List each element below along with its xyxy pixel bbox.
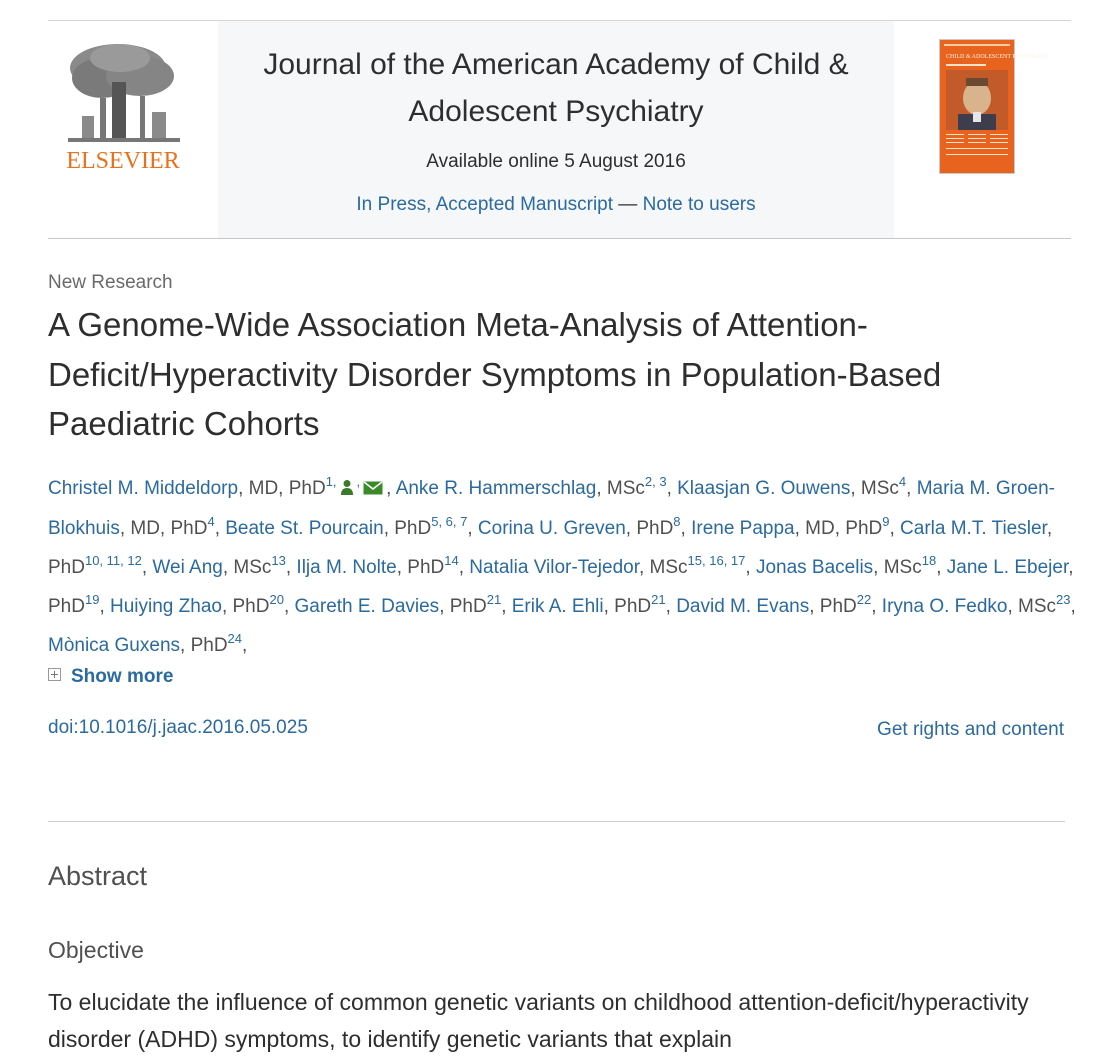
author-link[interactable]: David M. Evans xyxy=(676,596,810,617)
affiliation-link[interactable]: 15, 16, 17 xyxy=(687,552,746,568)
publisher-wordmark: ELSEVIER xyxy=(66,148,180,174)
author-link[interactable]: Jane L. Ebejer xyxy=(946,557,1069,578)
author-degree: , MD, PhD xyxy=(238,478,326,499)
abstract-heading: Abstract xyxy=(48,861,148,891)
cover-art xyxy=(940,40,1050,173)
header-bottom-rule xyxy=(48,238,1071,239)
affiliation-link[interactable]: 4 xyxy=(898,473,907,489)
article-type-label: New Research xyxy=(48,272,173,293)
affiliation-link[interactable]: 20 xyxy=(269,591,284,607)
author-separator: , xyxy=(285,557,297,578)
cover-title: CHILD & ADOLESCENT PSYCHIATRY xyxy=(946,54,1050,60)
affiliation-link[interactable]: 1, xyxy=(325,473,337,489)
author-separator: , xyxy=(458,557,470,578)
status-dash: — xyxy=(613,194,643,215)
author-link[interactable]: Irene Pappa xyxy=(691,518,795,539)
affiliation-sup xyxy=(431,514,467,529)
affiliation-sup xyxy=(326,474,337,489)
author-degree: , MSc xyxy=(1007,596,1057,617)
author-separator: , xyxy=(141,557,153,578)
affiliation-link[interactable]: 9 xyxy=(882,513,890,529)
author-separator: , xyxy=(745,557,756,578)
author-link[interactable]: Corina U. Greven xyxy=(477,518,626,539)
affiliation-sup xyxy=(673,514,680,529)
affiliation-sup xyxy=(85,553,142,568)
affiliation-sup xyxy=(688,553,746,568)
affiliation-link[interactable]: 22 xyxy=(856,591,872,607)
author-separator: , xyxy=(936,557,947,578)
affiliation-link[interactable]: 4 xyxy=(207,513,215,529)
affiliation-link[interactable]: 21 xyxy=(651,591,666,607)
author-degree: , PhD xyxy=(48,518,1053,578)
author-degree: , MSc xyxy=(638,557,688,578)
affiliation-link[interactable]: 10, 11, 12 xyxy=(84,552,142,568)
objective-text: To elucidate the influence of common genetic variants on childhood attention-deficit/hyperactivity disorder (ADHD) symptoms, to identify genetic variants that explain xyxy=(48,989,1029,1052)
manuscript-status xyxy=(218,194,894,216)
author-degree: , PhD xyxy=(48,557,1074,617)
author-degree: , PhD xyxy=(809,596,857,617)
affiliation-link[interactable]: 18 xyxy=(921,552,937,568)
plus-box-icon xyxy=(48,668,61,681)
objective-heading: Objective xyxy=(48,937,144,963)
affiliation-sup xyxy=(651,592,665,607)
journal-header xyxy=(218,21,894,238)
envelope-icon[interactable] xyxy=(363,470,383,509)
author-separator: , xyxy=(1070,596,1076,617)
author-link[interactable]: Huiying Zhao xyxy=(110,596,222,617)
author-separator: , xyxy=(386,478,396,499)
author-link[interactable]: Jonas Bacelis xyxy=(755,557,874,578)
get-rights-link[interactable]: Get rights and content xyxy=(877,719,1064,740)
person-icon[interactable] xyxy=(340,470,354,509)
author-link[interactable]: Carla M.T. Tiesler xyxy=(900,518,1047,539)
affiliation-sup xyxy=(857,592,871,607)
affiliation-sup xyxy=(882,514,889,529)
author-separator: , xyxy=(680,518,692,539)
affiliation-link[interactable]: 19 xyxy=(84,591,100,607)
note-to-users-link[interactable]: Note to users xyxy=(642,194,756,215)
author-separator: , xyxy=(501,596,512,617)
author-separator: , xyxy=(666,478,678,499)
doi-link[interactable]: doi:10.1016/j.jaac.2016.05.025 xyxy=(48,717,308,738)
affiliation-link[interactable]: 8 xyxy=(673,513,681,529)
author-link[interactable]: Ilja M. Nolte xyxy=(296,557,397,578)
affiliation-sup xyxy=(207,514,214,529)
affiliation-sup xyxy=(444,553,458,568)
affiliation-link[interactable]: 2, 3 xyxy=(644,473,667,489)
author-degree: , MSc xyxy=(596,478,645,499)
affiliation-sup xyxy=(645,474,667,489)
author-degree: , PhD xyxy=(396,557,445,578)
section-divider xyxy=(48,821,1065,822)
author-separator: , xyxy=(871,596,882,617)
journal-title-link[interactable]: Journal of the American Academy of Child & Adolescent Psychiatry xyxy=(263,48,849,128)
affiliation-link[interactable]: 14 xyxy=(444,552,459,568)
author-degree: , MSc xyxy=(873,557,922,578)
author-link[interactable]: Erik A. Ehli xyxy=(511,596,604,617)
author-separator: , xyxy=(906,478,917,499)
author-degree: , PhD xyxy=(625,518,674,539)
affiliation-sup xyxy=(899,474,906,489)
author-link[interactable]: Christel M. Middeldorp xyxy=(48,478,239,499)
author-degree: , PhD xyxy=(221,596,270,617)
available-online: Available online 5 August 2016 xyxy=(426,151,686,172)
affiliation-sup xyxy=(269,592,283,607)
journal-cover-thumbnail[interactable] xyxy=(939,39,1050,174)
author-link[interactable]: Anke R. Hammerschlag xyxy=(395,478,597,499)
author-degree: , PhD xyxy=(383,518,432,539)
author-degree: , MD, PhD xyxy=(794,518,883,539)
author-link[interactable]: Klaasjan G. Ouwens xyxy=(677,478,851,499)
show-more-button[interactable] xyxy=(48,666,173,688)
affiliation-sup xyxy=(1056,592,1070,607)
author-link[interactable]: Natalia Vilor-Tejedor xyxy=(469,557,639,578)
affiliation-sup xyxy=(271,553,285,568)
affiliation-sup xyxy=(487,592,501,607)
author-degree: , MSc xyxy=(222,557,272,578)
author-separator: , xyxy=(665,596,677,617)
author-link[interactable]: Maria M. Groen-Blokhuis xyxy=(48,478,1055,539)
author-degree: , MSc xyxy=(850,478,899,499)
icon-separator: , xyxy=(356,473,361,489)
author-degree: , PhD xyxy=(180,635,228,656)
article-title: A Genome-Wide Association Meta-Analysis of Attention-Deficit/Hyperactivity Disorder Symptoms in Population-Based Paediatric Cohorts xyxy=(48,306,942,442)
show-more-label: Show more xyxy=(71,666,174,687)
author-degree: , PhD xyxy=(439,596,487,617)
author-link[interactable]: Iryna O. Fedko xyxy=(881,596,1008,617)
author-link[interactable]: Wei Ang xyxy=(152,557,223,578)
journal-title[interactable] xyxy=(218,21,894,135)
affiliation-link[interactable]: 13 xyxy=(271,552,286,568)
author-link[interactable]: Mònica Guxens xyxy=(48,635,181,656)
author-separator: , xyxy=(467,518,478,539)
author-list xyxy=(48,469,1078,665)
author-degree: , MD, PhD xyxy=(119,518,208,539)
author-link[interactable]: Beate St. Pourcain xyxy=(225,518,384,539)
affiliation-link[interactable]: 24 xyxy=(227,630,243,646)
affiliation-link[interactable]: 21 xyxy=(486,591,502,607)
elsevier-tree-logo xyxy=(60,38,186,174)
affiliation-link[interactable]: 23 xyxy=(1056,591,1071,607)
in-press-link[interactable]: In Press, Accepted Manuscript xyxy=(356,194,614,215)
author-separator: , xyxy=(889,518,901,539)
affiliation-sup xyxy=(85,592,99,607)
author-separator: , xyxy=(242,635,248,656)
affiliation-sup xyxy=(922,553,936,568)
affiliation-link[interactable]: 5, 6, 7 xyxy=(431,513,468,529)
author-degree: , PhD xyxy=(603,596,652,617)
affiliation-sup xyxy=(228,631,242,646)
elsevier-logo[interactable] xyxy=(60,38,186,174)
author-separator: , xyxy=(214,518,226,539)
author-separator: , xyxy=(283,596,295,617)
author-separator: , xyxy=(99,596,110,617)
author-link[interactable]: Gareth E. Davies xyxy=(294,596,440,617)
